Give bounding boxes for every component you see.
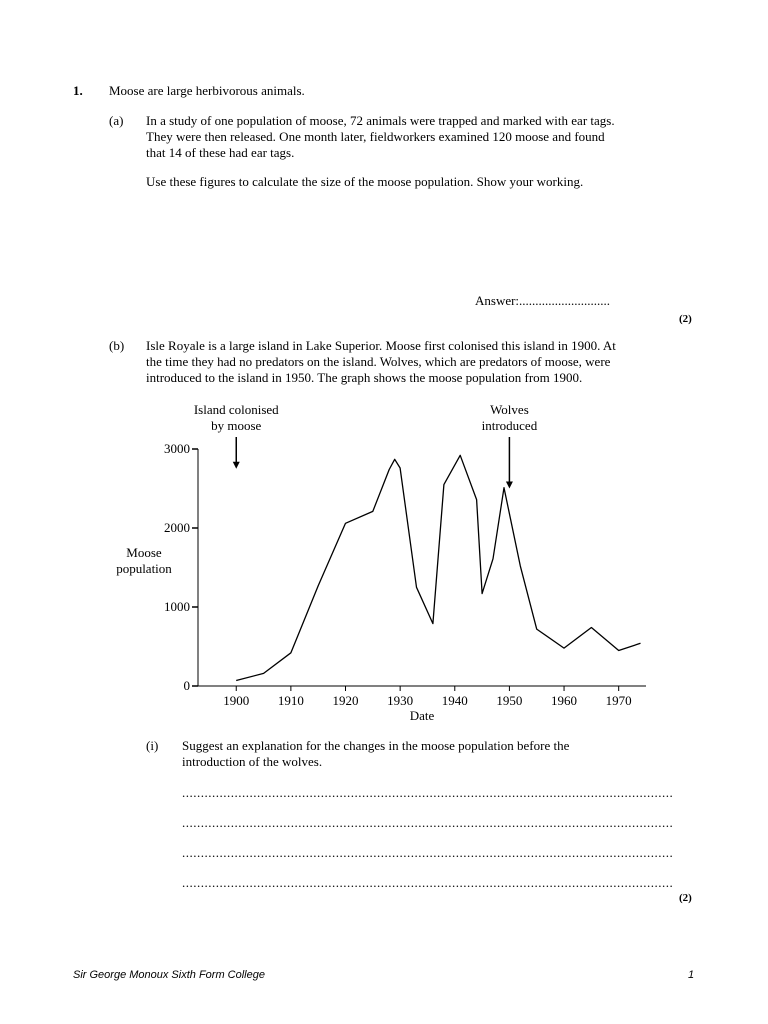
x-tick-label: 1930 bbox=[387, 693, 414, 708]
y-tick-label: 2000 bbox=[164, 520, 190, 535]
y-tick-label: 0 bbox=[183, 678, 190, 693]
part-b-line: the time they had no predators on the island. Wolves, which are predators of moose, were bbox=[146, 354, 611, 369]
part-a-line: In a study of one population of moose, 72 animals were trapped and marked with ear tags. bbox=[146, 113, 615, 128]
part-a-line: They were then released. One month later, fieldworkers examined 120 moose and found bbox=[146, 129, 605, 144]
answer-line-4[interactable]: ................................................................................................................................... bbox=[182, 875, 674, 890]
part-b-line: introduced to the island in 1950. The graph shows the moose population from 1900. bbox=[146, 370, 583, 385]
series-line bbox=[236, 455, 640, 680]
question-intro: Moose are large herbivorous animals. bbox=[109, 83, 305, 98]
part-a-label: (a) bbox=[109, 113, 124, 128]
y-axis-label-line: population bbox=[116, 561, 172, 576]
marks-a: (2) bbox=[679, 313, 692, 325]
sub-i-line: introduction of the wolves. bbox=[182, 754, 323, 769]
answer-line-3[interactable]: ................................................................................................................................... bbox=[182, 845, 674, 860]
marks-b-i: (2) bbox=[679, 892, 692, 904]
footer-college: Sir George Monoux Sixth Form College bbox=[73, 969, 265, 981]
annotation-label: Wolves bbox=[490, 402, 529, 417]
annotation-label: introduced bbox=[481, 418, 538, 433]
y-axis-label-line: Moose bbox=[126, 545, 162, 560]
x-tick-label: 1920 bbox=[332, 693, 359, 708]
x-tick-label: 1940 bbox=[441, 693, 468, 708]
annotation-label: Island colonised bbox=[193, 402, 279, 417]
question-number: 1. bbox=[73, 83, 83, 98]
annotation-label: by moose bbox=[211, 418, 262, 433]
part-b-line: Isle Royale is a large island in Lake Superior. Moose first colonised this island in 1900. At bbox=[146, 338, 616, 353]
x-tick-label: 1900 bbox=[223, 693, 250, 708]
footer-page-number: 1 bbox=[688, 969, 695, 981]
y-tick-label: 1000 bbox=[164, 599, 190, 614]
x-tick-label: 1950 bbox=[496, 693, 523, 708]
annotation-arrowhead bbox=[506, 482, 513, 489]
sub-i-text bbox=[182, 738, 569, 770]
part-a-instruction: Use these figures to calculate the size of the moose population. Show your working. bbox=[146, 174, 584, 189]
x-axis-label: Date bbox=[409, 708, 435, 723]
x-tick-label: 1960 bbox=[551, 693, 578, 708]
x-tick-label: 1970 bbox=[605, 693, 632, 708]
answer-line-2[interactable]: ................................................................................................................................... bbox=[182, 815, 674, 830]
sub-i-label: (i) bbox=[146, 738, 159, 753]
x-tick-label: 1910 bbox=[277, 693, 304, 708]
part-b-label: (b) bbox=[109, 338, 125, 353]
answer-line[interactable]: Answer:............................ bbox=[475, 293, 611, 308]
annotation-arrowhead bbox=[233, 462, 240, 469]
y-tick-label: 3000 bbox=[164, 441, 190, 456]
answer-line-1[interactable]: ................................................................................................................................... bbox=[182, 785, 674, 800]
sub-i-line: Suggest an explanation for the changes in the moose population before the bbox=[182, 738, 570, 753]
part-a-line: that 14 of these had ear tags. bbox=[146, 145, 295, 160]
